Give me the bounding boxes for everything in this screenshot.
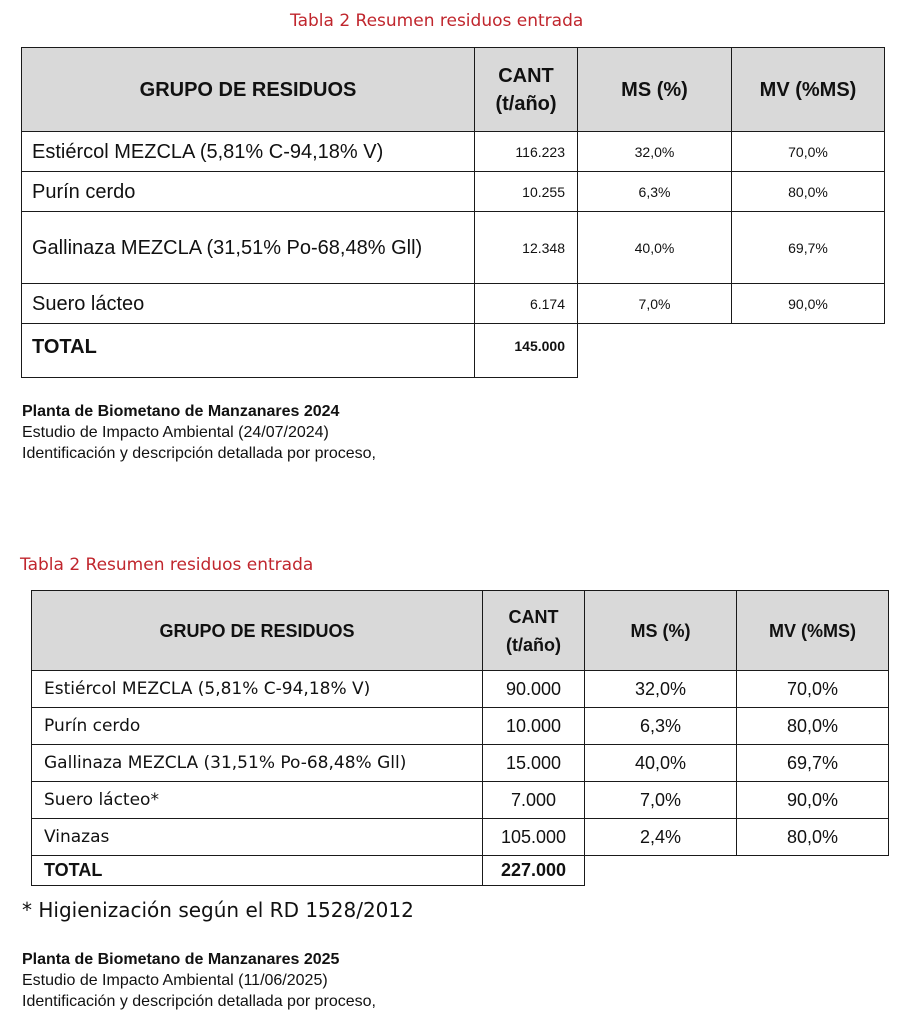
row-ms: 6,3%	[585, 708, 737, 745]
residue-table-2024	[21, 47, 885, 378]
row-cant: 90.000	[483, 671, 585, 708]
table-row	[32, 819, 889, 856]
row-name: Gallinaza MEZCLA (31,51% Po-68,48% Gll)	[32, 745, 483, 782]
row-name: Estiércol MEZCLA (5,81% C-94,18% V)	[22, 132, 475, 172]
row-ms: 6,3%	[578, 172, 732, 212]
row-name: Purín cerdo	[22, 172, 475, 212]
row-mv: 69,7%	[732, 212, 885, 284]
header-mv: MV (%MS)	[737, 591, 889, 671]
table-row	[22, 172, 885, 212]
row-ms: 32,0%	[578, 132, 732, 172]
row-cant: 116.223	[475, 132, 578, 172]
table-row	[32, 745, 889, 782]
header-cant-line1: CANT	[508, 606, 559, 627]
table-row	[32, 671, 889, 708]
row-ms: 40,0%	[578, 212, 732, 284]
row-ms: 7,0%	[578, 284, 732, 324]
residue-table-2025	[31, 590, 889, 886]
source-line: Identificación y descripción detallada por proceso,	[22, 445, 376, 462]
row-name: Suero lácteo*	[32, 782, 483, 819]
row-cant: 105.000	[483, 819, 585, 856]
total-label: TOTAL	[22, 324, 475, 378]
source-block-2024	[22, 401, 376, 464]
total-label: TOTAL	[32, 856, 483, 886]
row-mv: 90,0%	[732, 284, 885, 324]
table-row	[22, 284, 885, 324]
table2-caption: Tabla 2 Resumen residuos entrada	[20, 555, 314, 575]
header-cant	[483, 591, 585, 671]
header-mv: MV (%MS)	[732, 48, 885, 132]
header-cant-line1: CANT	[498, 64, 554, 87]
header-cant	[475, 48, 578, 132]
total-value: 145.000	[475, 324, 578, 378]
row-ms: 32,0%	[585, 671, 737, 708]
header-cant-line2: (t/año)	[495, 92, 557, 115]
row-mv: 69,7%	[737, 745, 889, 782]
row-cant: 15.000	[483, 745, 585, 782]
table-header-row	[22, 48, 885, 132]
source-title: Planta de Biometano de Manzanares 2025	[22, 951, 340, 968]
source-line: Identificación y descripción detallada por proceso,	[22, 993, 376, 1010]
row-name: Purín cerdo	[32, 708, 483, 745]
row-mv: 80,0%	[737, 708, 889, 745]
row-ms: 40,0%	[585, 745, 737, 782]
header-cant-line2: (t/año)	[506, 634, 561, 655]
row-cant: 7.000	[483, 782, 585, 819]
table1-caption: Tabla 2 Resumen residuos entrada	[290, 11, 584, 31]
row-ms: 7,0%	[585, 782, 737, 819]
source-title: Planta de Biometano de Manzanares 2024	[22, 403, 340, 420]
total-value: 227.000	[483, 856, 585, 886]
source-line: Estudio de Impacto Ambiental (24/07/2024)	[22, 424, 329, 441]
header-ms: MS (%)	[578, 48, 732, 132]
row-mv: 80,0%	[737, 819, 889, 856]
table-row	[32, 708, 889, 745]
row-name: Estiércol MEZCLA (5,81% C-94,18% V)	[32, 671, 483, 708]
source-block-2025	[22, 949, 376, 1012]
table-header-row	[32, 591, 889, 671]
row-cant: 6.174	[475, 284, 578, 324]
header-ms: MS (%)	[585, 591, 737, 671]
row-ms: 2,4%	[585, 819, 737, 856]
table-row	[22, 212, 885, 284]
row-name: Gallinaza MEZCLA (31,51% Po-68,48% Gll)	[22, 212, 475, 284]
total-row	[22, 324, 885, 378]
header-group: GRUPO DE RESIDUOS	[22, 48, 475, 132]
header-group: GRUPO DE RESIDUOS	[32, 591, 483, 671]
row-mv: 80,0%	[732, 172, 885, 212]
total-row	[32, 856, 889, 886]
footnote: * Higienización según el RD 1528/2012	[22, 898, 414, 922]
table-row	[22, 132, 885, 172]
row-cant: 10.000	[483, 708, 585, 745]
table-row	[32, 782, 889, 819]
row-mv: 70,0%	[737, 671, 889, 708]
row-mv: 90,0%	[737, 782, 889, 819]
row-cant: 10.255	[475, 172, 578, 212]
row-name: Vinazas	[32, 819, 483, 856]
row-mv: 70,0%	[732, 132, 885, 172]
row-cant: 12.348	[475, 212, 578, 284]
source-line: Estudio de Impacto Ambiental (11/06/2025)	[22, 972, 328, 989]
row-name: Suero lácteo	[22, 284, 475, 324]
